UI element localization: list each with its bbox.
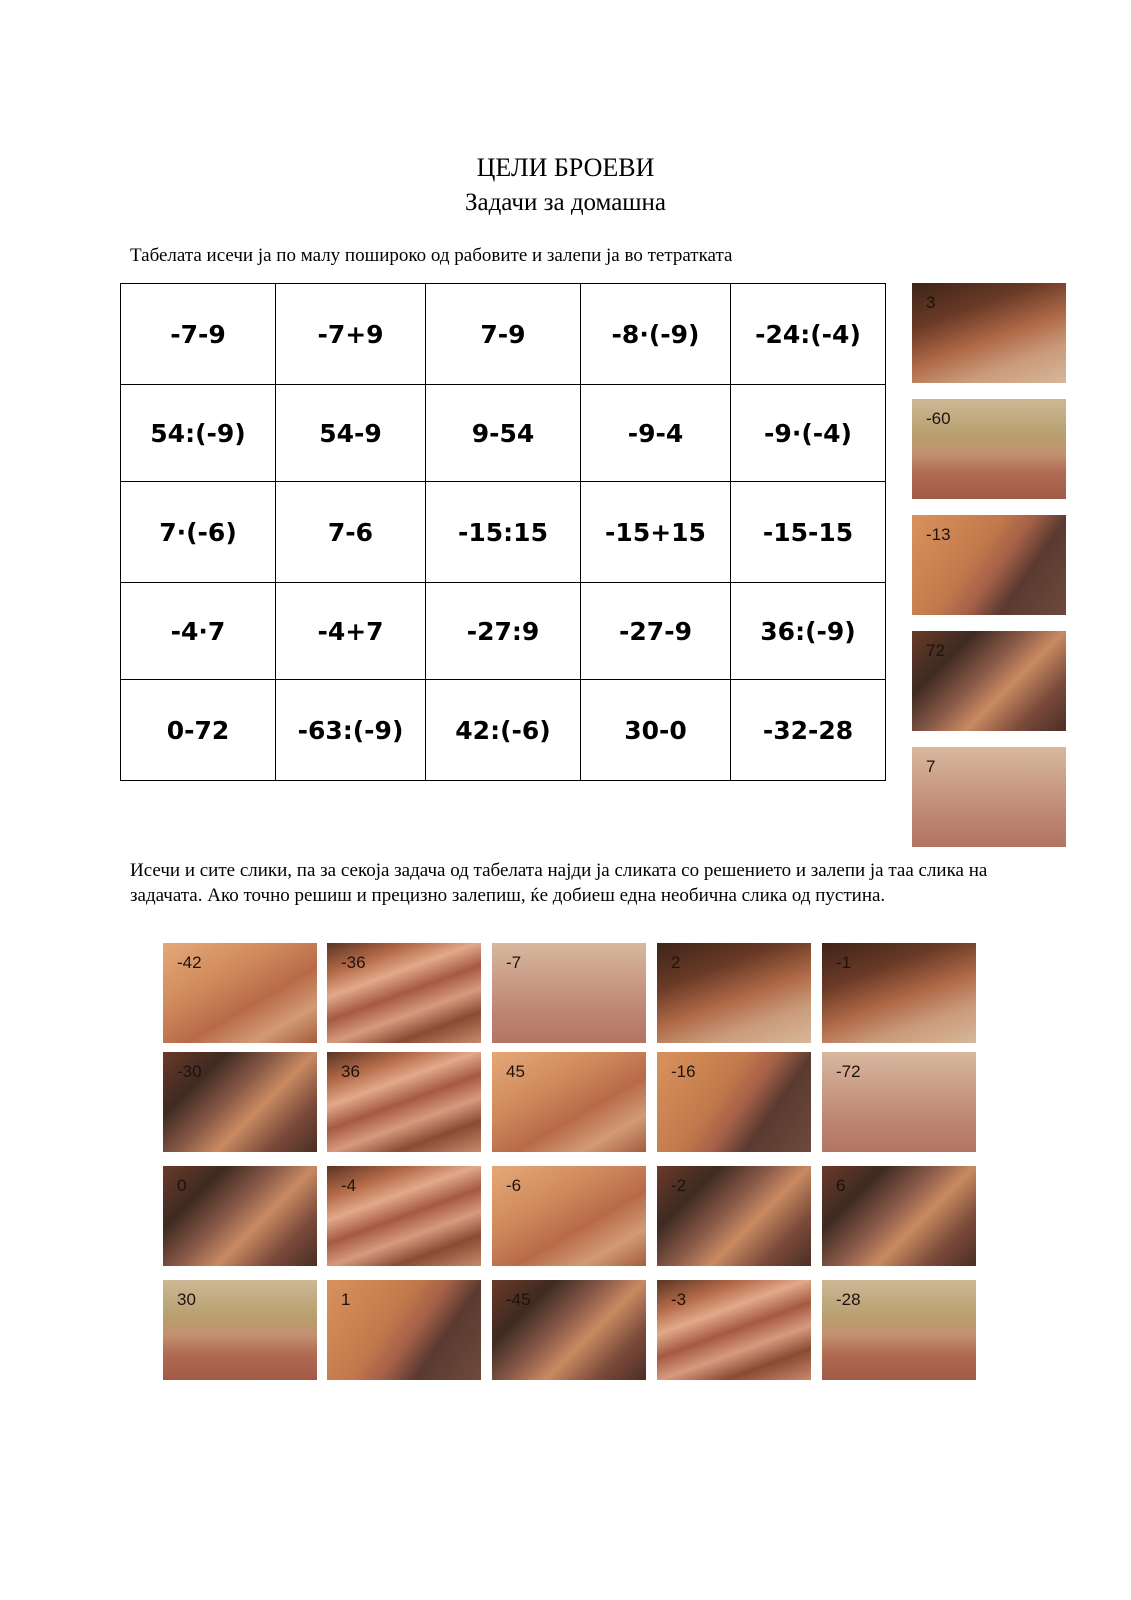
tile-number: 6: [836, 1176, 846, 1195]
tile-number: 45: [506, 1062, 525, 1081]
tile-number: 0: [177, 1176, 187, 1195]
tile-number: 3: [926, 293, 936, 312]
task-cell: -9-4: [581, 385, 731, 482]
task-table: [120, 283, 886, 781]
page-title: ЦЕЛИ БРОЕВИ: [476, 153, 655, 182]
tile-number: 72: [926, 641, 945, 660]
picture-tile: [492, 1052, 646, 1152]
picture-tile: [657, 1052, 811, 1152]
task-cell: -24:(-4): [731, 284, 886, 385]
task-cell: 54:(-9): [121, 385, 276, 482]
table-row: [121, 284, 886, 385]
tile-number: -4: [341, 1176, 357, 1195]
tile-number: 1: [341, 1290, 351, 1309]
tile-number: 2: [671, 953, 681, 972]
picture-tile: [912, 515, 1066, 615]
picture-tile: [163, 1166, 317, 1266]
tile-number: -13: [926, 525, 951, 544]
task-cell: 9-54: [426, 385, 581, 482]
task-cell: 7·(-6): [121, 482, 276, 583]
task-cell: -32-28: [731, 680, 886, 781]
picture-tile: [912, 283, 1066, 383]
instruction-pictures: Исечи и сите слики, па за секоја задача од табелата најди ја сликата со решението и залепи ја таа слика на задачата. Ако точно решиш и прецизно залепиш, ќе добиеш една необична слика од пустина.: [130, 860, 988, 906]
instruction-table: Табелата исечи ја по малу пошироко од рабовите и залепи ја во тетратката: [130, 245, 733, 266]
picture-tile: [327, 1280, 481, 1380]
table-row: [121, 583, 886, 680]
picture-tile: [657, 943, 811, 1043]
tile-number: -7: [506, 953, 522, 972]
page-subtitle: Задачи за домашна: [464, 189, 667, 216]
task-cell: -4+7: [276, 583, 426, 680]
task-cell: -27-9: [581, 583, 731, 680]
task-cell: 36:(-9): [731, 583, 886, 680]
picture-tile: [822, 1166, 976, 1266]
task-cell: -8·(-9): [581, 284, 731, 385]
picture-tile: [327, 1166, 481, 1266]
tile-number: -72: [836, 1062, 861, 1081]
task-cell: -4·7: [121, 583, 276, 680]
task-cell: 7-6: [276, 482, 426, 583]
tile-number: -3: [671, 1290, 687, 1309]
picture-tile: [492, 943, 646, 1043]
task-cell: 54-9: [276, 385, 426, 482]
task-cell: 7-9: [426, 284, 581, 385]
picture-tile: [822, 1052, 976, 1152]
task-cell: 42:(-6): [426, 680, 581, 781]
picture-tile: [822, 1280, 976, 1380]
tile-number: -60: [926, 409, 951, 428]
task-cell: -9·(-4): [731, 385, 886, 482]
table-row: [121, 680, 886, 781]
tile-number: -16: [671, 1062, 696, 1081]
task-cell: -15-15: [731, 482, 886, 583]
picture-tile: [657, 1280, 811, 1380]
tile-number: -2: [671, 1176, 687, 1195]
tile-number: 7: [926, 757, 936, 776]
picture-tile: [492, 1280, 646, 1380]
picture-tile: [163, 1280, 317, 1380]
picture-tile: [327, 1052, 481, 1152]
picture-tile: [163, 1052, 317, 1152]
picture-tile: [492, 1166, 646, 1266]
task-cell: -7+9: [276, 284, 426, 385]
task-cell: -63:(-9): [276, 680, 426, 781]
picture-tile: [163, 943, 317, 1043]
task-cell: -15+15: [581, 482, 731, 583]
tile-number: -6: [506, 1176, 522, 1195]
tile-number: 36: [341, 1062, 360, 1081]
picture-tile: [657, 1166, 811, 1266]
picture-tile: [327, 943, 481, 1043]
table-row: [121, 482, 886, 583]
task-cell: 0-72: [121, 680, 276, 781]
tile-number: -1: [836, 953, 852, 972]
task-cell: -15:15: [426, 482, 581, 583]
picture-tile: [912, 631, 1066, 731]
tile-number: -28: [836, 1290, 861, 1309]
tile-number: -45: [506, 1290, 531, 1309]
tile-number: -36: [341, 953, 366, 972]
picture-tile: [822, 943, 976, 1043]
task-cell: -27:9: [426, 583, 581, 680]
table-row: [121, 385, 886, 482]
task-cell: -7-9: [121, 284, 276, 385]
picture-tile: [912, 399, 1066, 499]
tile-number: -42: [177, 953, 202, 972]
tile-number: 30: [177, 1290, 196, 1309]
picture-tile: [912, 747, 1066, 847]
tile-number: -30: [177, 1062, 202, 1081]
task-cell: 30-0: [581, 680, 731, 781]
